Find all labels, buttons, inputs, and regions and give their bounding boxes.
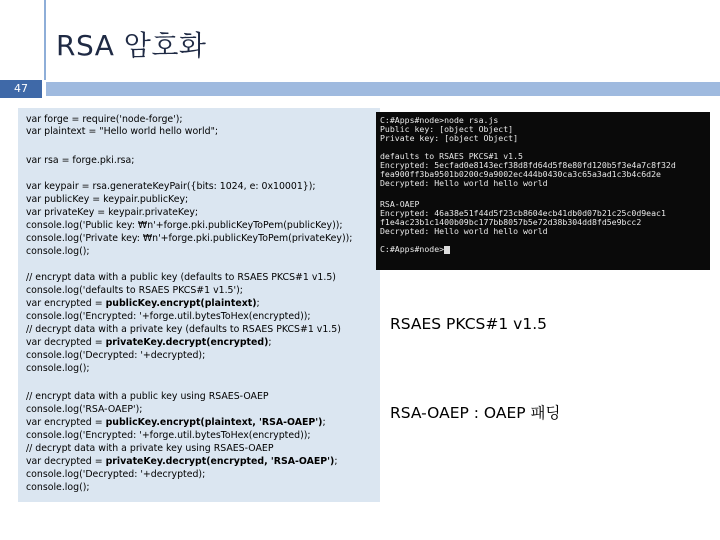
terminal-line: f1e4ac23b1c1400b09bc177bb8057b5e72d38b304dd8fd5e9bcc2 — [380, 217, 642, 227]
header-bar — [46, 82, 720, 96]
terminal-line: Decrypted: Hello world hello world — [380, 178, 548, 188]
code-line: var keypair = rsa.generateKeyPair({bits: 1024, e: 0x10001}); — [26, 181, 316, 192]
title-accent-line — [44, 0, 46, 80]
code-line: console.log('Private key: ₩n'+forge.pki.publicKeyToPem(privateKey)); — [26, 233, 353, 244]
code-line: console.log('Decrypted: '+decrypted); — [26, 469, 206, 480]
code-line: // decrypt data with a private key (defaults to RSAES PKCS#1 v1.5) — [26, 324, 341, 335]
terminal-line: RSA-OAEP — [380, 199, 420, 209]
code-line: console.log('RSA-OAEP'); — [26, 404, 143, 415]
code-line: var privateKey = keypair.privateKey; — [26, 207, 199, 218]
terminal-line: Private key: [object Object] — [380, 133, 519, 143]
cursor-icon — [444, 246, 450, 254]
code-highlight: privateKey.decrypt(encrypted, 'RSA-OAEP') — [105, 456, 335, 467]
code-highlight: publicKey.encrypt(plaintext) — [105, 298, 257, 309]
terminal-line: Public key: [object Object] — [380, 124, 514, 134]
code-line: console.log('Encrypted: '+forge.util.bytesToHex(encrypted)); — [26, 430, 311, 441]
code-line: console.log('Public key: ₩n'+forge.pki.publicKeyToPem(publicKey)); — [26, 220, 343, 231]
terminal-output — [376, 112, 710, 270]
code-line: var plaintext = "Hello world hello world"; — [26, 126, 219, 137]
code-line: console.log('Encrypted: '+forge.util.bytesToHex(encrypted)); — [26, 311, 311, 322]
terminal-line: defaults to RSAES PKCS#1 v1.5 — [380, 151, 523, 161]
code-line: var publicKey = keypair.publicKey; — [26, 194, 189, 205]
code-line: // encrypt data with a public key using RSAES-OAEP — [26, 391, 269, 402]
terminal-line: Encrypted: 5ecfad0e8143ecf38d8fd64d5f8e80fd120b5f3e4a7c8f32d — [380, 160, 676, 170]
code-line: // decrypt data with a private key using RSAES-OAEP — [26, 443, 274, 454]
terminal-line: Decrypted: Hello world hello world — [380, 226, 548, 236]
slide-number: 47 — [0, 80, 42, 98]
code-line: var encrypted = publicKey.encrypt(plaintext, 'RSA-OAEP'); — [26, 417, 326, 428]
code-line: console.log(); — [26, 482, 90, 493]
terminal-line: C:#Apps#node>node rsa.js — [380, 115, 499, 125]
code-line: var rsa = forge.pki.rsa; — [26, 155, 135, 166]
code-line: var forge = require('node-forge'); — [26, 114, 183, 125]
terminal-prompt-text: C:#Apps#node> — [380, 244, 445, 254]
code-line: console.log(); — [26, 363, 90, 374]
code-line: var decrypted = privateKey.decrypt(encrypted, 'RSA-OAEP'); — [26, 456, 338, 467]
terminal-prompt — [380, 245, 450, 254]
label-oaep: RSA-OAEP : OAEP 패딩 — [390, 404, 561, 422]
terminal-line: Encrypted: 46a38e51f44d5f23cb8604ecb41db0d07b21c25c0d9eac1 — [380, 208, 666, 218]
code-line: // encrypt data with a public key (defaults to RSAES PKCS#1 v1.5) — [26, 272, 336, 283]
code-line: console.log(); — [26, 246, 90, 257]
code-line: console.log('defaults to RSAES PKCS#1 v1.5'); — [26, 285, 243, 296]
label-pkcs: RSAES PKCS#1 v1.5 — [390, 315, 547, 333]
code-line: console.log('Decrypted: '+decrypted); — [26, 350, 206, 361]
code-line: var encrypted = publicKey.encrypt(plaintext); — [26, 298, 260, 309]
terminal-line: fea900ff3ba9501b0200c9a9002ec444b0430ca3c65a3ad1c3b4c6d2e — [380, 169, 661, 179]
code-highlight: privateKey.decrypt(encrypted) — [105, 337, 269, 348]
code-line: var decrypted = privateKey.decrypt(encrypted); — [26, 337, 272, 348]
slide-title: RSA 암호화 — [56, 29, 207, 62]
code-highlight: publicKey.encrypt(plaintext, 'RSA-OAEP') — [105, 417, 323, 428]
